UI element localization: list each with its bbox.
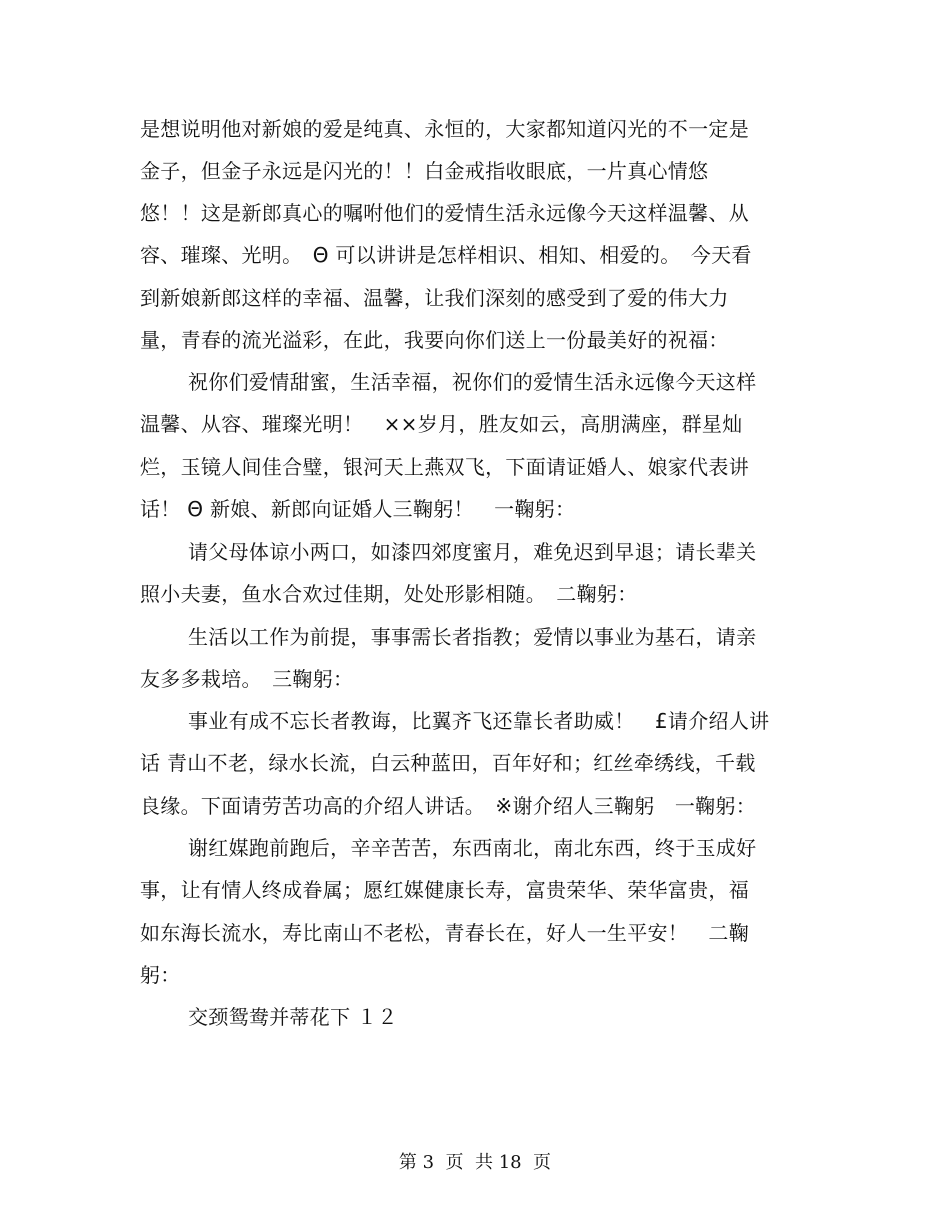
text-line: 躬： <box>140 963 181 987</box>
text-line: 事，让有情人终成眷属；愿红媒健康长寿，富贵荣华、荣华富贵，福 <box>140 878 749 902</box>
text-line: 到新娘新郎这样的幸福、温馨，让我们深刻的感受到了爱的伟大力 <box>140 286 729 310</box>
paragraph-start-line: 事业有成不忘长者教诲，比翼齐飞还靠长者助威！ £请介绍人讲 <box>188 709 770 733</box>
paragraph-start-line: 交颈鸳鸯并蒂花下 １２ <box>188 1005 398 1029</box>
text-line: 话 青山不老，绿水长流，白云种蓝田，百年好和；红丝牵绣线，千载 <box>140 751 756 775</box>
paragraph-start-line: 谢红媒跑前跑后，辛辛苦苦，东西南北，南北东西，终于玉成好 <box>188 836 757 860</box>
page-number-footer: 第 3 页 共 18 页 <box>398 1152 552 1173</box>
paragraph-start-line: 请父母体谅小两口，如漆四郊度蜜月，难免迟到早退；请长辈关 <box>188 540 757 564</box>
text-line: 良缘。下面请劳苦功高的介绍人讲话。 ※谢介绍人三鞠躬 一鞠躬： <box>140 794 757 818</box>
text-line: 是想说明他对新娘的爱是纯真、永恒的，大家都知道闪光的不一定是 <box>140 117 749 141</box>
text-line: 容、璀璨、光明。 Θ 可以讲讲是怎样相识、相知、相爱的。 今天看 <box>140 243 752 267</box>
paragraph-start-line: 祝你们爱情甜蜜，生活幸福，祝你们的爱情生活永远像今天这样 <box>188 370 757 394</box>
text-line: 烂，玉镜人间佳合璧，银河天上燕双飞，下面请证婚人、娘家代表讲 <box>140 455 749 479</box>
text-line: 话！ Θ 新娘、新郎向证婚人三鞠躬！ 一鞠躬： <box>140 497 576 521</box>
text-line: 友多多栽培。 三鞠躬： <box>140 667 354 691</box>
text-line: 温馨、从容、璀璨光明！ ××岁月，胜友如云，高朋满座，群星灿 <box>140 412 743 436</box>
paragraph-start-line: 生活以工作为前提，事事需长者指教；爱情以事业为基石，请亲 <box>188 625 757 649</box>
text-line: 如东海长流水，寿比南山不老松，青春长在，好人一生平安！ 二鞠 <box>140 921 749 945</box>
text-line: 金子，但金子永远是闪光的！！白金戒指收眼底，一片真心情悠 <box>140 159 709 183</box>
text-line: 量，青春的流光溢彩，在此，我要向你们送上一份最美好的祝福： <box>140 328 729 352</box>
text-line: 照小夫妻，鱼水合欢过佳期，处处形影相随。 二鞠躬： <box>140 582 638 606</box>
text-line: 悠！！这是新郎真心的嘱咐他们的爱情生活永远像今天这样温馨、从 <box>140 201 749 225</box>
